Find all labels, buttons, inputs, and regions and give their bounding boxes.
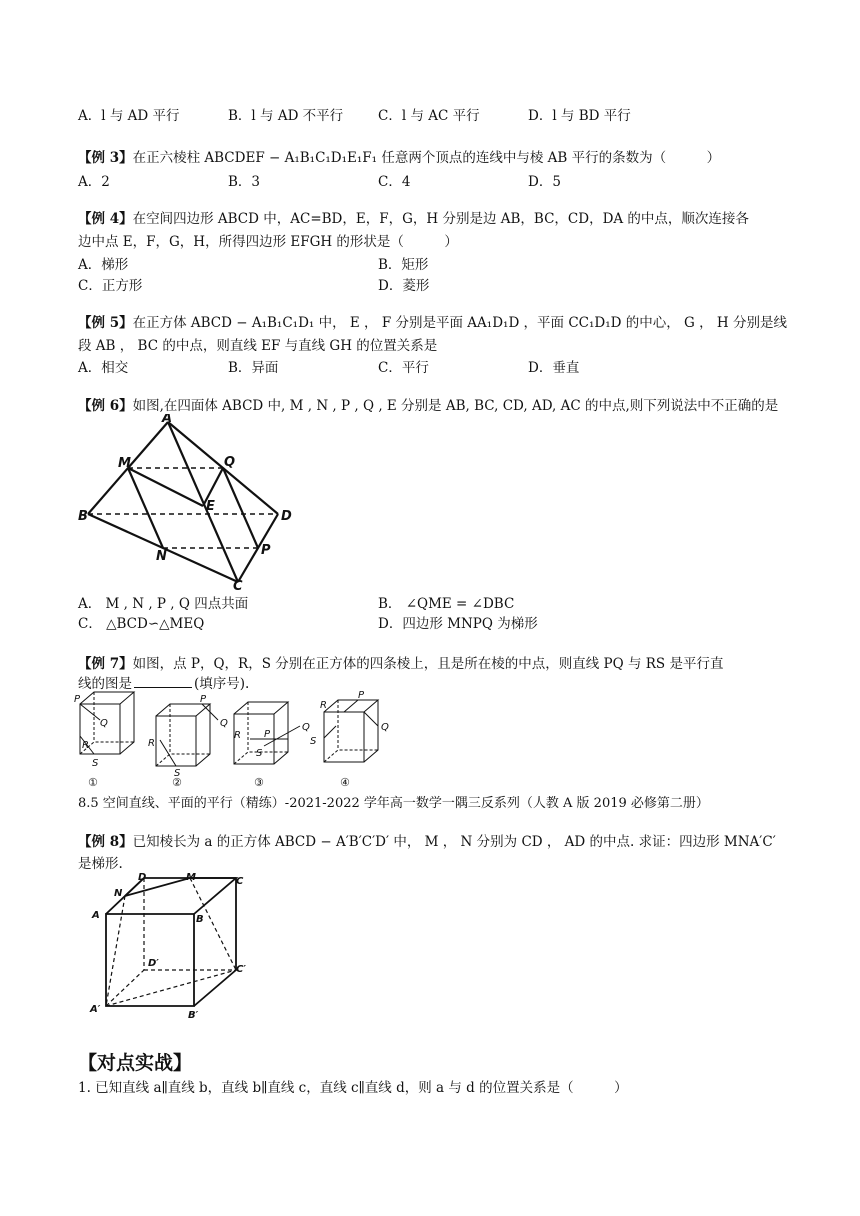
point-label: R (148, 738, 155, 749)
point-label: B′ (188, 1010, 199, 1018)
example-label: 【例 4】 (78, 211, 133, 227)
cube-figure (86, 868, 266, 1018)
question-text: (填序号). (194, 676, 250, 692)
question-text: 如图，点 P，Q，R，S 分别在正方体的四条棱上，且是所在棱的中点，则直线 PQ 与 RS 是平行直 (132, 656, 724, 672)
example-4-question (78, 207, 749, 227)
cube-figures (74, 690, 404, 790)
point-label: N (156, 549, 167, 564)
point-label: A (162, 414, 173, 426)
point-label: Q (100, 718, 108, 729)
tetrahedron-figure (78, 414, 308, 590)
option-b: B．矩形 (378, 257, 429, 273)
point-label: C′ (236, 964, 246, 975)
point-label: A (92, 910, 100, 921)
option-c: C．l 与 AC 平行 (378, 108, 480, 124)
figure-number: ④ (340, 776, 350, 789)
source-line: 8.5 空间直线、平面的平行（精练）-2021-2022 学年高一数学一隅三反系列（人教 A 版 2019 必修第二册） (78, 796, 709, 811)
section-title: 【对点实战】 (78, 1052, 193, 1074)
option-a: A．2 (78, 174, 110, 190)
question-text: 线的图是 (78, 676, 132, 692)
question-text: 已知棱长为 a 的正方体 ABCD − A′B′C′D′ 中， M ， N 分别为 CD ， AD 的中点. 求证：四边形 MNA′C′ (132, 834, 776, 850)
point-label: Q (381, 722, 389, 733)
figure-number: ① (88, 776, 98, 789)
point-label: D′ (148, 958, 159, 969)
option-c: C．4 (378, 174, 411, 190)
option-a: A． M , N , P , Q 四点共面 (78, 596, 249, 612)
option-c: C． △BCD∽△MEQ (78, 616, 205, 632)
question-text: 如图,在四面体 ABCD 中, M , N , P , Q , E 分别是 AB, BC, CD, AD, AC 的中点,则下列说法中不正确的是 (132, 398, 779, 414)
question-text-line2: 段 AB ， BC 的中点，则直线 EF 与直线 GH 的位置关系是 (78, 338, 438, 354)
option-a: A．梯形 (78, 257, 129, 273)
point-label: S (256, 748, 263, 759)
point-label: E (206, 499, 215, 514)
option-d: D．菱形 (378, 278, 430, 294)
point-label: S (310, 736, 317, 747)
option-b: B．l 与 AD 不平行 (228, 108, 344, 124)
example-5-question (78, 311, 787, 331)
point-label: B (78, 509, 88, 524)
option-a: A．相交 (78, 360, 129, 376)
point-label: N (114, 888, 123, 899)
question-text: 在正六棱柱 ABCDEF − A₁B₁C₁D₁E₁F₁ 任意两个顶点的连线中与棱 AB 平行的条数为（ ） (132, 150, 721, 166)
point-label: R (234, 730, 241, 741)
option-b: B． ∠QME = ∠DBC (378, 596, 515, 612)
example-7-question (78, 652, 723, 672)
point-label: D (138, 872, 147, 883)
option-b: B．3 (228, 174, 261, 190)
example-label: 【例 3】 (78, 150, 133, 166)
point-label: P (74, 694, 81, 705)
option-d: D．l 与 BD 平行 (528, 108, 631, 124)
point-label: D (281, 509, 292, 524)
practice-question-1: 1. 已知直线 a∥直线 b，直线 b∥直线 c，直线 c∥直线 d，则 a 与 d 的位置关系是（ ） (78, 1080, 628, 1096)
question-text-line2 (78, 672, 249, 692)
point-label: Q (302, 722, 310, 733)
example-label: 【例 8】 (78, 834, 133, 850)
question-text: 在正方体 ABCD − A₁B₁C₁D₁ 中， E ， F 分别是平面 AA₁D₁D ，平面 CC₁D₁D 的中心， G ， H 分别是线 (132, 315, 787, 331)
point-label: R (82, 740, 89, 751)
option-c: C．平行 (378, 360, 429, 376)
point-label: C (233, 579, 243, 590)
question-text-line2: 是梯形. (78, 856, 123, 872)
option-d: D．5 (528, 174, 561, 190)
example-label: 【例 7】 (78, 656, 133, 672)
example-3-question (78, 146, 720, 166)
point-label: S (174, 768, 181, 779)
point-label: P (358, 690, 365, 701)
point-label: P (264, 729, 271, 740)
point-label: M (118, 456, 131, 471)
option-d: D．四边形 MNPQ 为梯形 (378, 616, 538, 632)
answer-blank[interactable] (134, 687, 192, 688)
point-label: A′ (90, 1004, 101, 1015)
figure-number: ③ (254, 776, 264, 789)
example-8-question (78, 830, 776, 850)
point-label: Q (224, 455, 236, 470)
question-text-line2: 边中点 E，F，G，H，所得四边形 EFGH 的形状是（ ） (78, 234, 458, 250)
point-label: B (196, 914, 204, 925)
option-d: D．垂直 (528, 360, 580, 376)
option-b: B．异面 (228, 360, 279, 376)
option-a: A．l 与 AD 平行 (78, 108, 180, 124)
point-label: P (200, 694, 207, 705)
example-label: 【例 5】 (78, 315, 133, 331)
point-label: P (261, 543, 271, 558)
point-label: M (186, 872, 196, 883)
question-text: 在空间四边形 ABCD 中，AC=BD，E，F，G，H 分别是边 AB，BC，CD，DA 的中点，顺次连接各 (132, 211, 749, 227)
point-label: R (320, 700, 327, 711)
option-c: C．正方形 (78, 278, 143, 294)
example-label: 【例 6】 (78, 398, 133, 414)
point-label: S (92, 758, 99, 769)
point-label: C (236, 876, 244, 887)
point-label: Q (220, 718, 228, 729)
figure-number: ② (172, 776, 182, 789)
example-6-question (78, 394, 778, 414)
